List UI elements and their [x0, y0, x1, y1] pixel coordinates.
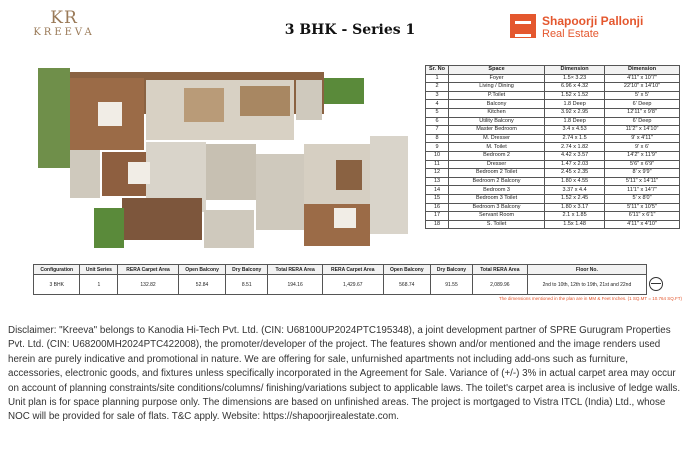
spec-row	[426, 117, 680, 126]
spec-cell: 1.80 x 4.55	[545, 177, 605, 186]
spec-cell: 3.37 x 4.4	[545, 186, 605, 195]
area-cell: 568.74	[383, 275, 431, 295]
spec-cell: M. Dresser	[449, 134, 545, 143]
disclaimer-text: Disclaimer: "Kreeva" belongs to Kanodia Hi-Tech Pvt. Ltd. (CIN: U68100UP2024PTC195348), a joint development partner of SPRE Gurugram Properties Pvt. Ltd. (CIN: U68200MH2024PTC422008), the promoter/developer of the project. The features shown and/or mentioned and the image renders used herein are purely indicative and promotional in nature. We are offering for sale, unfurnished apartments not including add-ons such as furniture, accessories, electronic goods, and fixtures unless specifically incorporated in the Agreement for Sale. Variance of (+/-) 3% in actual carpet area may occur on account of planning constraints/site conditions/columns/ finishing/variations subject to applicable laws. The toilet's carpet area is inclusive of ledge walls. Unit plan is for space planning purpose only. The dimensions are based on unfinished areas. The project is mortgaged to Vistra ITCL (India) Ltd., whose NOC will be provided for sale of flats. T&C apply. Website: https://shapoorjirealestate.com.	[8, 325, 681, 423]
logo-word: KREEVA	[33, 27, 95, 38]
spec-row	[426, 126, 680, 135]
area-data-row	[34, 275, 647, 295]
spec-cell: 4'11" x 10'7"	[605, 74, 680, 83]
spec-col-sr: Sr. No	[426, 66, 449, 75]
spec-cell: 6' Deep	[605, 117, 680, 126]
area-cell: 2,089.96	[472, 275, 527, 295]
spec-cell: 1.8 Deep	[545, 100, 605, 109]
spec-cell: 10	[426, 151, 449, 160]
spec-cell: 1.47 x 2.03	[545, 160, 605, 169]
spec-cell: 16	[426, 203, 449, 212]
spec-cell: 8	[426, 134, 449, 143]
spec-row	[426, 212, 680, 221]
floor-plan-image	[34, 58, 424, 254]
area-cell: 132.82	[118, 275, 178, 295]
area-header-cell: RERA Carpet Area	[323, 265, 383, 275]
brand-badge-icon	[510, 14, 536, 38]
spec-cell: Bedroom 3 Toilet	[449, 194, 545, 203]
spec-cell: 2.1 x 1.85	[545, 212, 605, 221]
brand-subtitle: Real Estate	[542, 28, 599, 40]
spec-cell: 6'11" x 6'1"	[605, 212, 680, 221]
spec-cell: 3.92 x 2.95	[545, 108, 605, 117]
spec-cell: Bedroom 3 Balcony	[449, 203, 545, 212]
spec-row	[426, 151, 680, 160]
spec-cell: 5'11" x 10'5"	[605, 203, 680, 212]
spec-col-space: Space	[449, 66, 545, 75]
area-header-cell: Total RERA Area	[472, 265, 527, 275]
spec-row	[426, 194, 680, 203]
area-cell: 3 BHK	[34, 275, 80, 295]
spec-cell: 13	[426, 177, 449, 186]
spec-cell: 9' x 4'11"	[605, 134, 680, 143]
area-header-cell: Dry Balcony	[226, 265, 268, 275]
spec-cell: 5'6" x 6'9"	[605, 160, 680, 169]
spec-cell: Kitchen	[449, 108, 545, 117]
spec-cell: 2	[426, 83, 449, 92]
spec-cell: 15	[426, 194, 449, 203]
spec-row	[426, 134, 680, 143]
spec-row	[426, 177, 680, 186]
spec-row	[426, 74, 680, 83]
spec-cell: 1.80 x 3.17	[545, 203, 605, 212]
spec-row	[426, 100, 680, 109]
spec-cell: 2.74 x 1.82	[545, 143, 605, 152]
spec-row	[426, 186, 680, 195]
spec-cell: 4'11" x 4'10"	[605, 220, 680, 229]
spec-cell: M. Toilet	[449, 143, 545, 152]
spec-cell: Utility Balcony	[449, 117, 545, 126]
spec-body	[426, 74, 680, 229]
spec-cell: 5' x 5'	[605, 91, 680, 100]
spec-cell: 1.5× 3.23	[545, 74, 605, 83]
spec-cell: 11'1" x 14'7"	[605, 186, 680, 195]
spec-cell: 14	[426, 186, 449, 195]
spec-cell: Bedroom 2	[449, 151, 545, 160]
north-compass-icon	[649, 277, 663, 291]
spec-cell: 1.8 Deep	[545, 117, 605, 126]
area-cell: 8.51	[226, 275, 268, 295]
spec-header-row	[426, 66, 680, 75]
spec-cell: Servant Room	[449, 212, 545, 221]
area-cell: 52.84	[178, 275, 226, 295]
area-cell: 1	[80, 275, 118, 295]
spec-cell: 2.45 x 2.35	[545, 169, 605, 178]
spec-cell: Living / Dining	[449, 83, 545, 92]
spec-cell: 8' x 9'9"	[605, 169, 680, 178]
dimension-note: The dimensions mentioned in the plan are in MM & Feet Inches. (1 SQ.MT = 10.764 SQ.FT)	[498, 296, 682, 301]
area-header-cell: Configuration	[34, 265, 80, 275]
spec-cell: P.Toilet	[449, 91, 545, 100]
area-cell: 91.55	[431, 275, 473, 295]
spec-cell: 1	[426, 74, 449, 83]
plan-title: 3 BHK - Series 1	[284, 22, 416, 38]
spec-cell: Bedroom 2 Balcony	[449, 177, 545, 186]
area-header-cell: Floor No.	[527, 265, 646, 275]
spec-cell: 9	[426, 143, 449, 152]
spec-cell: 1.52 x 1.52	[545, 91, 605, 100]
area-cell: 194.16	[268, 275, 323, 295]
area-header-cell: Total RERA Area	[268, 265, 323, 275]
spec-row	[426, 220, 680, 229]
area-header-row	[34, 265, 647, 275]
area-cell: 1,429.67	[323, 275, 383, 295]
spec-cell: 2.74 x 1.5	[545, 134, 605, 143]
spec-cell: 5' x 8'0"	[605, 194, 680, 203]
spec-cell: 22'10" x 14'10"	[605, 83, 680, 92]
area-header-cell: Open Balcony	[383, 265, 431, 275]
kreeva-logo	[24, 9, 104, 38]
area-summary-table	[33, 264, 647, 295]
spec-row	[426, 108, 680, 117]
spec-cell: 3.4 x 4.53	[545, 126, 605, 135]
spec-cell: 4	[426, 100, 449, 109]
spec-cell: 6	[426, 117, 449, 126]
spec-col-dim-mm: Dimension	[545, 66, 605, 75]
spec-cell: 17	[426, 212, 449, 221]
spec-cell: 18	[426, 220, 449, 229]
area-cell: 2nd to 10th, 12th to 19th, 21st and 22nd	[527, 275, 646, 295]
spec-cell: Bedroom 2 Toilet	[449, 169, 545, 178]
spec-cell: S. Toilet	[449, 220, 545, 229]
area-header-cell: RERA Carpet Area	[118, 265, 178, 275]
spec-cell: 7	[426, 126, 449, 135]
spec-cell: Dresser	[449, 160, 545, 169]
spec-cell: 4.42 x 3.57	[545, 151, 605, 160]
spec-row	[426, 143, 680, 152]
spec-cell: 5'11" x 14'11"	[605, 177, 680, 186]
spec-cell: 9' x 6'	[605, 143, 680, 152]
shapoorji-logo	[510, 14, 680, 40]
spec-cell: Master Bedroom	[449, 126, 545, 135]
spec-cell: 6' Deep	[605, 100, 680, 109]
spec-cell: Foyer	[449, 74, 545, 83]
spec-cell: 1.52 x 2.45	[545, 194, 605, 203]
spec-cell: 11'2" x 14'10"	[605, 126, 680, 135]
spec-cell: 6.96 x 4.32	[545, 83, 605, 92]
spec-cell: 11	[426, 160, 449, 169]
area-header-cell: Unit Series	[80, 265, 118, 275]
spec-cell: Balcony	[449, 100, 545, 109]
area-header-cell: Dry Balcony	[431, 265, 473, 275]
spec-cell: 5	[426, 108, 449, 117]
spec-row	[426, 160, 680, 169]
spec-col-dim-ft: Dimension	[605, 66, 680, 75]
brand-name: Shapoorji Pallonji	[542, 14, 644, 28]
room-dimension-table	[425, 65, 680, 229]
spec-row	[426, 169, 680, 178]
spec-cell: 1.5x 1.48	[545, 220, 605, 229]
spec-cell: 3	[426, 91, 449, 100]
spec-cell: Bedroom 3	[449, 186, 545, 195]
spec-cell: 12'11" x 9'8"	[605, 108, 680, 117]
spec-row	[426, 91, 680, 100]
spec-row	[426, 83, 680, 92]
logo-mark: KR	[50, 8, 78, 28]
area-header-cell: Open Balcony	[178, 265, 226, 275]
spec-row	[426, 203, 680, 212]
spec-cell: 12	[426, 169, 449, 178]
spec-cell: 14'2" x 11'9"	[605, 151, 680, 160]
